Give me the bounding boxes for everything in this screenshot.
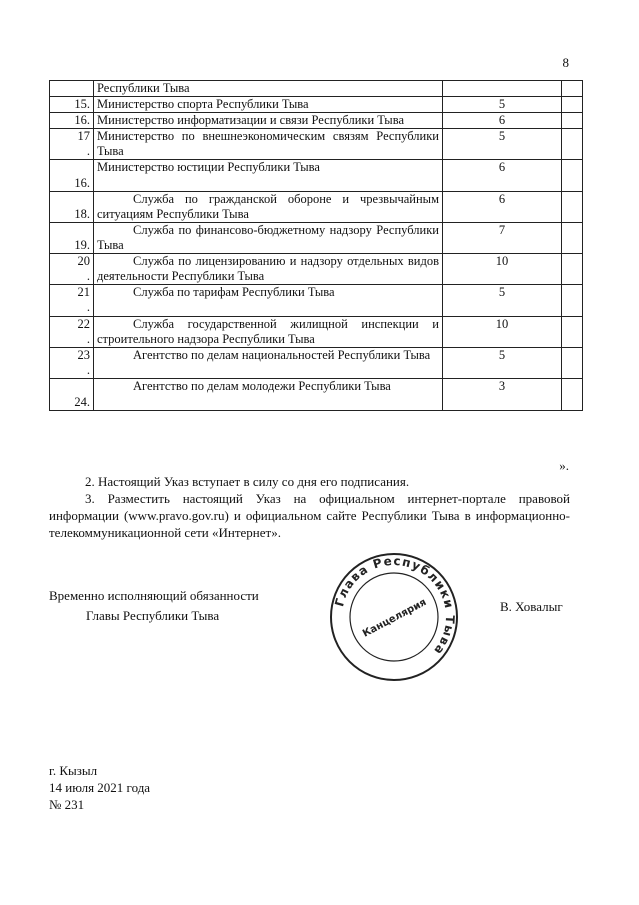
row-number: 18.	[50, 192, 94, 223]
agency-name: Служба по гражданской обороне и чрезвычайным ситуациям Республики Тыва	[94, 192, 443, 223]
staff-count: 5	[443, 348, 562, 379]
row-number: 19.	[50, 223, 94, 254]
table-row	[50, 192, 583, 223]
table-row	[50, 97, 583, 113]
staff-count: 5	[443, 97, 562, 113]
staff-count	[443, 81, 562, 97]
row-number: 23 .	[50, 348, 94, 379]
staff-count: 10	[443, 317, 562, 348]
seal-center-text: Канцелярия	[361, 596, 429, 640]
empty-cell	[562, 97, 583, 113]
agency-name: Служба по финансово-бюджетному надзору Республики Тыва	[94, 223, 443, 254]
agency-name: Служба по тарифам Республики Тыва	[94, 285, 443, 317]
staff-count: 6	[443, 192, 562, 223]
table-row	[50, 285, 583, 317]
table-row	[50, 160, 583, 192]
signatory-name: В. Ховалыг	[500, 599, 563, 614]
table-row	[50, 348, 583, 379]
empty-cell	[562, 285, 583, 317]
row-number: 15.	[50, 97, 94, 113]
agency-table-body	[50, 81, 583, 411]
agency-name: Республики Тыва	[94, 81, 443, 97]
table-row	[50, 113, 583, 129]
row-number	[50, 81, 94, 97]
staff-count: 7	[443, 223, 562, 254]
agency-name: Служба по лицензированию и надзору отдельных видов деятельности Республики Тыва	[94, 254, 443, 285]
official-seal	[327, 550, 461, 684]
signatory-role-line2: Главы Республики Тыва	[86, 608, 220, 623]
empty-cell	[562, 254, 583, 285]
staff-count: 6	[443, 113, 562, 129]
row-number: 17 .	[50, 129, 94, 160]
table-row	[50, 254, 583, 285]
footer-number: № 231	[49, 797, 85, 812]
row-number: 21 .	[50, 285, 94, 317]
staff-count: 5	[443, 129, 562, 160]
agency-table	[49, 80, 583, 411]
empty-cell	[562, 348, 583, 379]
signatory-role	[49, 586, 259, 626]
agency-name: Агентство по делам молодежи Республики Тыва	[94, 379, 443, 411]
empty-cell	[562, 379, 583, 411]
row-number: 16.	[50, 113, 94, 129]
footer-date: 14 июля 2021 года	[49, 780, 151, 795]
document-footer	[49, 762, 150, 813]
empty-cell	[562, 129, 583, 160]
table-row	[50, 317, 583, 348]
row-number: 16.	[50, 160, 94, 192]
agency-name: Министерство спорта Республики Тыва	[94, 97, 443, 113]
page-number: 8	[562, 55, 569, 70]
staff-count: 6	[443, 160, 562, 192]
empty-cell	[562, 317, 583, 348]
empty-cell	[562, 223, 583, 254]
agency-name: Министерство по внешнеэкономическим связям Республики Тыва	[94, 129, 443, 160]
empty-cell	[562, 160, 583, 192]
paragraph-effective-date: 2. Настоящий Указ вступает в силу со дня его подписания.	[85, 474, 410, 489]
empty-cell	[562, 81, 583, 97]
paragraph-publication: 3. Разместить настоящий Указ на официальном интернет-портале правовой информации (www.pravo.gov.ru) и официальном сайте Республики Тыва в информационно-телекоммуникационной сети «Интернет».	[49, 491, 570, 540]
row-number: 24.	[50, 379, 94, 411]
agency-name: Агентство по делам национальностей Республики Тыва	[94, 348, 443, 379]
signatory-role-line1: Временно исполняющий обязанности	[49, 588, 259, 603]
seal-outer-text: Глава Республики Тыва	[332, 553, 458, 659]
staff-count: 3	[443, 379, 562, 411]
staff-count: 5	[443, 285, 562, 317]
row-number: 20 .	[50, 254, 94, 285]
agency-name: Министерство юстиции Республики Тыва	[94, 160, 443, 192]
empty-cell	[562, 192, 583, 223]
agency-name: Министерство информатизации и связи Республики Тыва	[94, 113, 443, 129]
staff-count: 10	[443, 254, 562, 285]
table-row	[50, 223, 583, 254]
table-row	[50, 129, 583, 160]
closing-quote: ».	[559, 458, 569, 473]
footer-city: г. Кызыл	[49, 763, 98, 778]
row-number: 22 .	[50, 317, 94, 348]
agency-name: Служба государственной жилищной инспекции и строительного надзора Республики Тыва	[94, 317, 443, 348]
empty-cell	[562, 113, 583, 129]
table-row	[50, 81, 583, 97]
table-row	[50, 379, 583, 411]
